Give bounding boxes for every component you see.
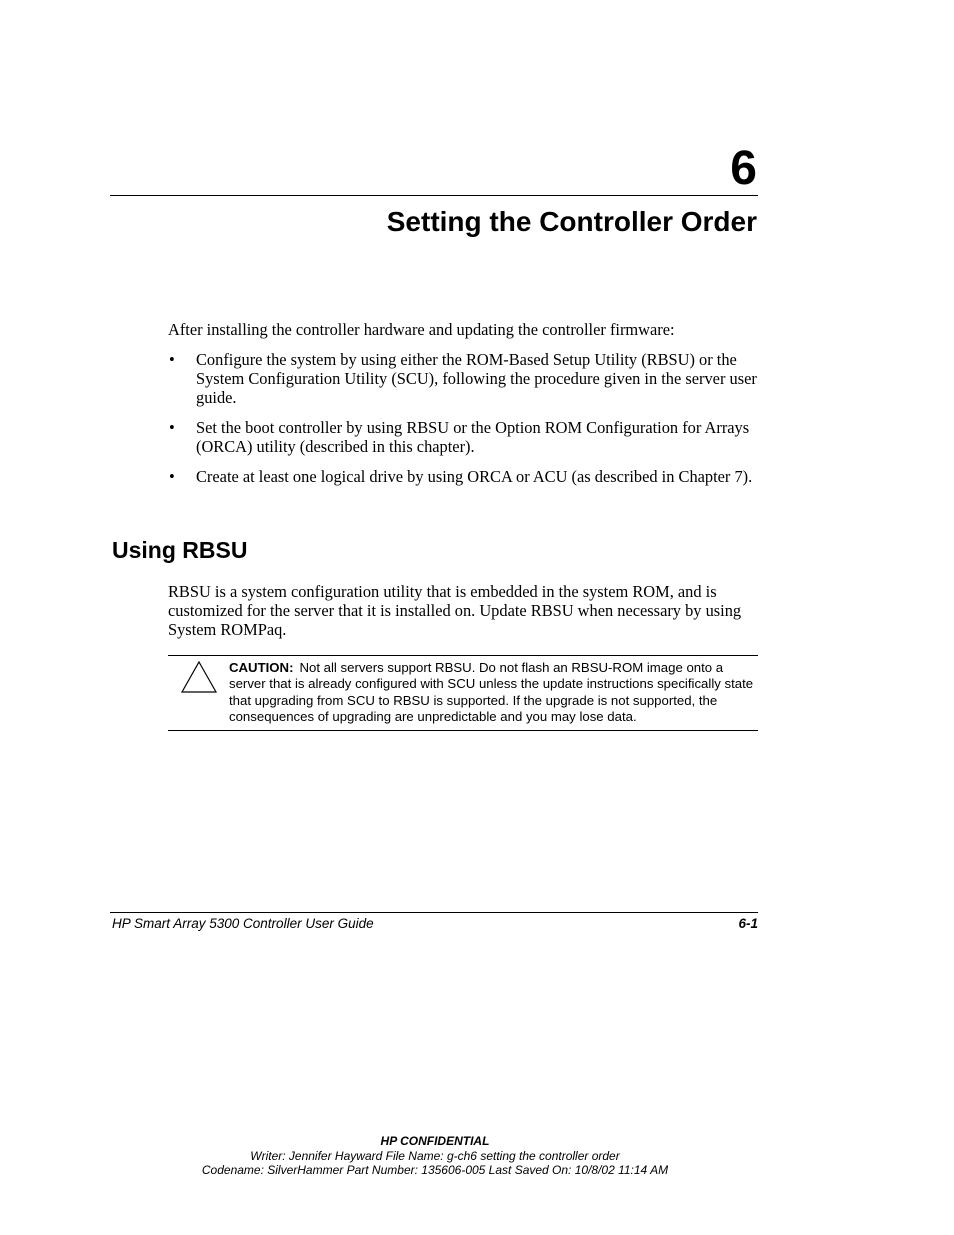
bullet-icon: • [169,418,175,437]
bullet-item [168,467,758,486]
chapter-number: 6 [730,142,757,195]
caution-top-rule [168,655,758,656]
chapter-title: Setting the Controller Order [386,206,757,237]
caution-box [229,660,759,726]
caution-bottom-rule [168,730,758,731]
section-paragraph: RBSU is a system configuration utility that is embedded in the system ROM, and is customized for the server that it is installed on. Update RBSU when necessary by using System ROMPaq. [168,582,742,639]
footer-guide-title: HP Smart Array 5300 Controller User Guide [112,916,374,931]
bullet-text: Create at least one logical drive by using ORCA or ACU (as described in Chapter 7). [196,467,753,486]
bullet-icon: • [169,467,175,486]
caution-triangle-icon [180,660,218,694]
meta-confidential: HP CONFIDENTIAL [380,1134,490,1148]
footer-page-number: 6-1 [738,916,758,931]
bullet-item [168,418,758,456]
bullet-list [168,350,758,497]
bullet-text: Configure the system by using either the ROM-Based Setup Utility (RBSU) or the System Configuration Utility (SCU), following the procedure given in the server user guide. [196,350,757,407]
caution-text: Not all servers support RBSU. Do not flash an RBSU-ROM image onto a server that is already configured with SCU unless the update instructions specifically state that upgrading from SCU to RBSU is supported. If the upgrade is not supported, the consequences of upgrading are unpredictable and you may lose data. [229,660,754,725]
chapter-rule [110,195,758,196]
bullet-text: Set the boot controller by using RBSU or the Option ROM Configuration for Arrays (ORCA) utility (described in this chapter). [196,418,750,456]
section-heading: Using RBSU [112,537,248,563]
intro-paragraph: After installing the controller hardware and updating the controller firmware: [168,320,675,339]
footer-rule [110,912,758,913]
bullet-item [168,350,758,407]
caution-label: CAUTION: [229,660,294,675]
meta-writer-line: Writer: Jennifer Hayward File Name: g-ch6 setting the controller order [250,1149,620,1163]
meta-codename-line: Codename: SilverHammer Part Number: 135606-005 Last Saved On: 10/8/02 11:14 AM [201,1163,669,1177]
bullet-icon: • [169,350,175,369]
